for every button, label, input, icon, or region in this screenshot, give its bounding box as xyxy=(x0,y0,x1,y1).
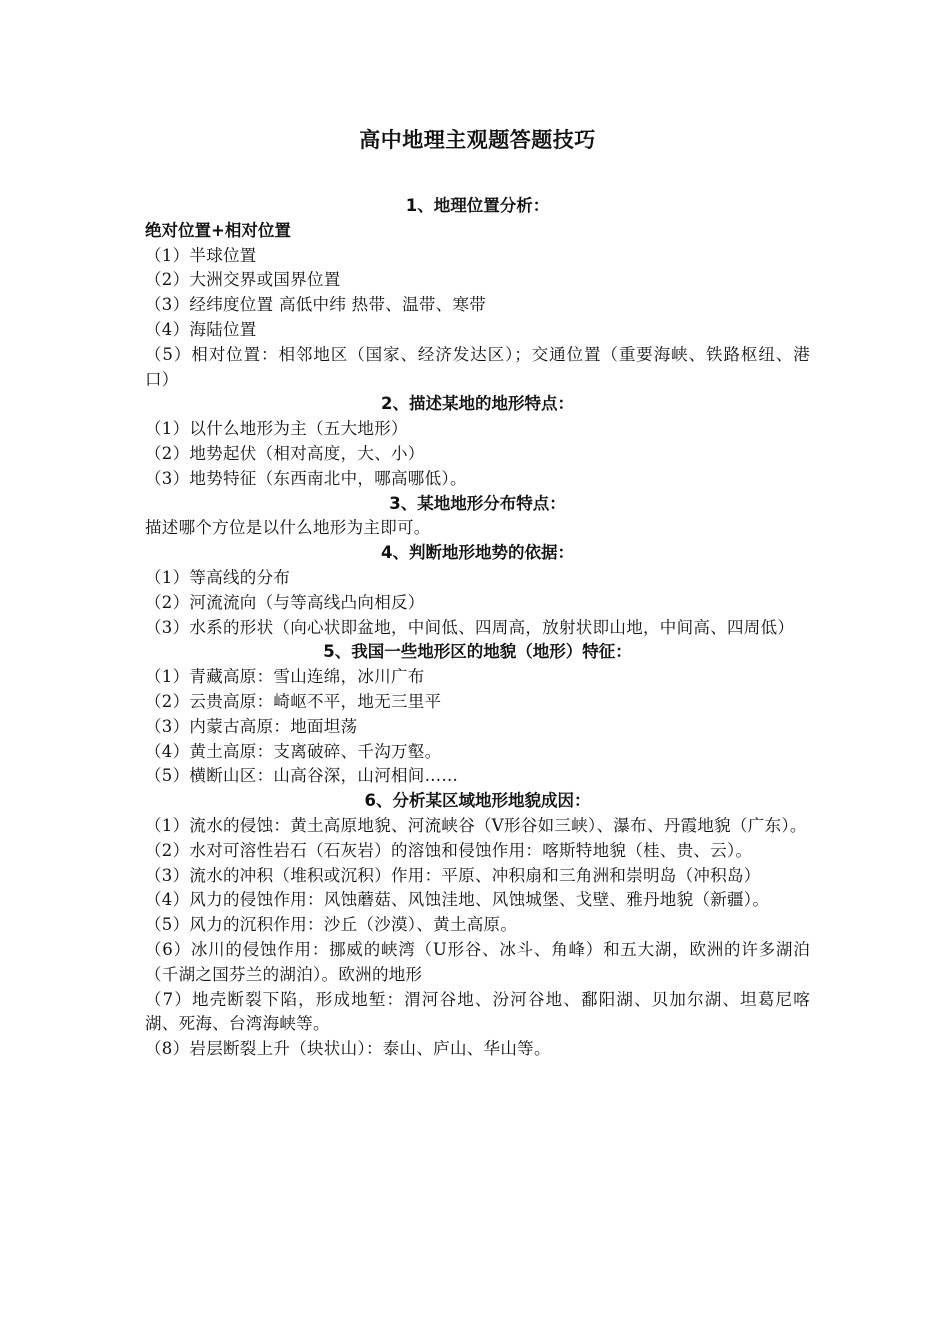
section-heading: 6、分析某区域地形地貌成因： xyxy=(364,791,591,811)
section-heading: 3、某地地形分布特点： xyxy=(389,493,566,513)
document-page xyxy=(145,120,810,1062)
list-item: （3）内蒙古高原：地面坦荡 xyxy=(145,716,358,736)
list-item: （4）风力的侵蚀作用：风蚀蘑菇、风蚀洼地、风蚀城堡、戈壁、雅丹地貌（新疆）。 xyxy=(145,890,770,910)
section-subheading: 绝对位置+相对位置 xyxy=(145,220,291,240)
list-item: （1）等高线的分布 xyxy=(145,567,291,587)
list-item: （7）地壳断裂下陷，形成地堑：渭河谷地、汾河谷地、鄱阳湖、贝加尔湖、坦葛尼喀湖、死海、台湾海峡等。 xyxy=(145,989,810,1034)
section-heading: 2、描述某地的地形特点： xyxy=(381,394,574,414)
section-terrain-features xyxy=(145,392,810,491)
list-item: （5）风力的沉积作用：沙丘（沙漠）、黄土高原。 xyxy=(145,915,518,935)
list-item: （3）水系的形状（向心状即盆地，中间低、四周高，放射状即山地，中间高、四周低） xyxy=(145,617,795,637)
section-heading: 5、我国一些地形区的地貌（地形）特征： xyxy=(323,642,632,662)
list-item: （4）海陆位置 xyxy=(145,319,257,339)
document-title: 高中地理主观题答题技巧 xyxy=(359,128,596,152)
list-item: （2）河流流向（与等高线凸向相反） xyxy=(145,592,425,612)
list-item: （2）大洲交界或国界位置 xyxy=(145,270,341,290)
section-terrain-distribution xyxy=(145,492,810,542)
list-item: （3）流水的冲积（堆积或沉积）作用：平原、冲积扇和三角洲和崇明岛（冲积岛） xyxy=(145,865,761,885)
list-item: （2）地势起伏（相对高度，大、小） xyxy=(145,443,425,463)
list-item: （5）横断山区：山高谷深，山河相间…… xyxy=(145,766,459,786)
list-item: （1）青藏高原：雪山连绵，冰川广布 xyxy=(145,667,425,687)
list-item: （6）冰川的侵蚀作用：挪威的峡湾（U形谷、冰斗、角峰）和五大湖，欧洲的许多湖泊（千湖之国芬兰的湖泊）。欧洲的地形 xyxy=(145,939,810,984)
list-item: （3）地势特征（东西南北中，哪高哪低）。 xyxy=(145,468,467,488)
list-item: 描述哪个方位是以什么地形为主即可。 xyxy=(145,518,431,538)
section-location xyxy=(145,194,810,392)
list-item: （3）经纬度位置 高低中纬 热带、温带、寒带 xyxy=(145,295,487,315)
list-item: （1）流水的侵蚀：黄土高原地貌、河流峡谷（V形谷如三峡）、瀑布、丹霞地貌（广东）。 xyxy=(145,815,807,835)
list-item: （2）云贵高原：崎岖不平，地无三里平 xyxy=(145,691,442,711)
list-item: （4）黄土高原：支离破碎、千沟万壑。 xyxy=(145,741,442,761)
list-item: （2）水对可溶性岩石（石灰岩）的溶蚀和侵蚀作用：喀斯特地貌（桂、贵、云）。 xyxy=(145,840,753,860)
list-item: （8）岩层断裂上升（块状山）：泰山、庐山、华山等。 xyxy=(145,1039,551,1059)
section-landform-regions xyxy=(145,640,810,789)
section-heading: 4、判断地形地势的依据： xyxy=(381,543,574,563)
list-item: （5）相对位置：相邻地区（国家、经济发达区）；交通位置（重要海峡、铁路枢纽、港口） xyxy=(145,344,810,389)
list-item: （1）以什么地形为主（五大地形） xyxy=(145,419,408,439)
section-landform-causes xyxy=(145,789,810,1062)
section-heading: 1、地理位置分析： xyxy=(405,196,550,215)
section-terrain-evidence xyxy=(145,541,810,640)
list-item: （1）半球位置 xyxy=(145,245,257,265)
